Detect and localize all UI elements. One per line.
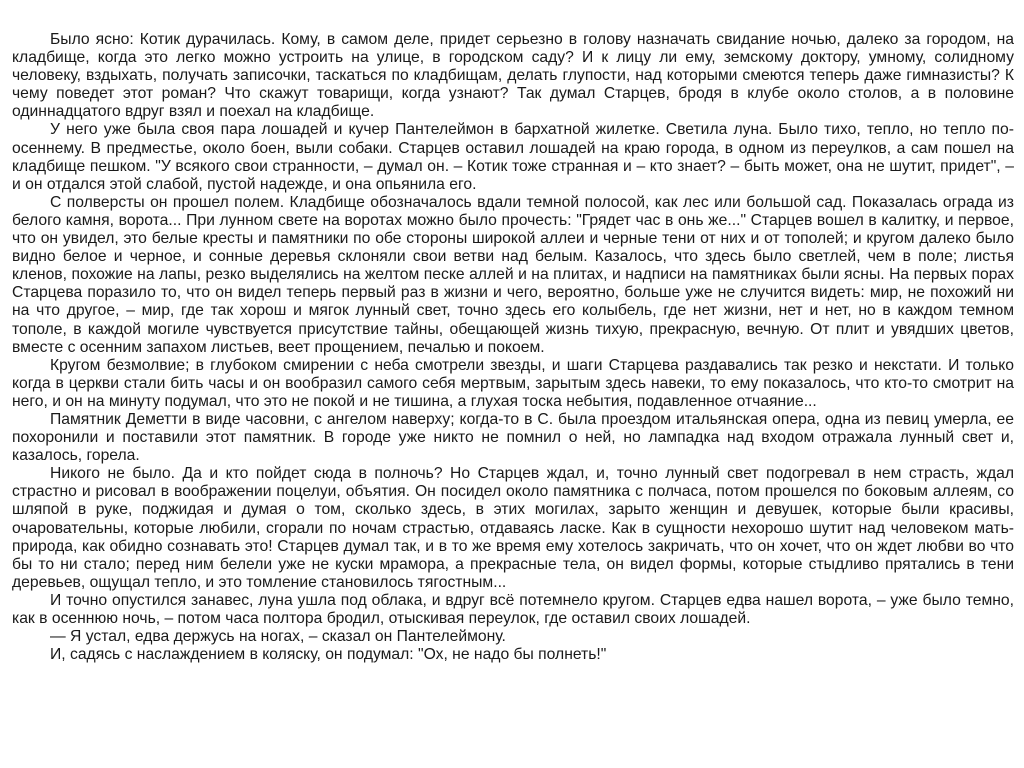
paragraph-2: У него уже была своя пара лошадей и кучер Пантелеймон в бархатной жилетке. Светила луна. Было тихо, тепло, но тепло по-осеннему. В предместье, около боен, выли собаки. Старцев оставил лошадей на краю города, в одном из переулков, а сам пошел на кладбище пешком. "У всякого свои странности, – думал он. – Котик тоже странная и – кто знает? – быть может, она не шутит, придет", – и он отдался этой слабой, пустой надежде, и она опьянила его. — [12, 121, 1014, 193]
paragraph-6: Никого не было. Да и кто пойдет сюда в полночь? Но Старцев ждал, и, точно лунный свет подогревал в нем страсть, ждал страстно и рисовал в воображении поцелуи, объятия. Он посидел около памятника с полчаса, потом прошелся по боковым аллеям, со шляпой в руке, поджидая и думая о том, сколько здесь, в этих могилах, зарыто женщин и девушек, которые были красивы, очаровательны, которые любили, сгорали по ночам страстью, отдаваясь ласке. Как в сущности нехорошо шутит над человеком мать-природа, как обидно сознавать это! Старцев думал так, и в то же время ему хотелось закричать, что он хочет, что он ждет любви во что бы то ни стало; перед ним белели уже не куски мрамора, а прекрасные тела, он видел формы, которые стыдливо прятались в тени деревьев, ощущал тепло, и это томление становилось тягостным... — [12, 465, 1014, 591]
paragraph-7: И точно опустился занавес, луна ушла под облака, и вдруг всё потемнело кругом. Старцев едва нашел ворота, – уже было темно, как в осеннюю ночь, – потом часа полтора бродил, отыскивая переулок, где оставил своих лошадей. — [12, 591, 1014, 627]
paragraph-9: И, садясь с наслаждением в коляску, он подумал: "Ох, не надо бы полнеть!" — [50, 646, 607, 664]
paragraph-8: — Я устал, едва держусь на ногах, – сказал он Пантелеймону. — [50, 628, 506, 646]
paragraph-5: Памятник Деметти в виде часовни, с ангелом наверху; когда-то в С. была проездом итальянская опера, одна из певиц умерла, ее похоронили и поставили этот памятник. В городе уже никто не помнил о ней, но лампадка над входом отражала лунный свет и, казалось, горела. — [12, 410, 1014, 465]
paragraph-3: С полверсты он прошел полем. Кладбище обозначалось вдали темной полосой, как лес или большой сад. Показалась ограда из белого камня, ворота... При лунном свете на воротах можно было прочесть: "Грядет час в онь же..." Старцев вошел в калитку, и первое, что он увидел, это белые кресты и памятники по обе стороны широкой аллеи и черные тени от них и от тополей; и кругом далеко было видно белое и черное, и сонные деревья склоняли свои ветви над белым. Казалось, что здесь было светлей, чем в поле; листья кленов, похожие на лапы, резко выделялись на желтом песке аллей и на плитах, и надписи на памятниках были ясны. На первых порах Старцева поразило то, что он видел теперь первый раз в жизни и чего, вероятно, больше уже не случится видеть: мир, не похожий ни на что другое, – мир, где так хорош и мягок лунный свет, точно здесь его колыбель, где нет жизни, нет и нет, но в каждом темном тополе, в каждой могиле чувствуется присутствие тайны, обещающей жизнь тихую, прекрасную, вечную. От плит и увядших цветов, вместе с осенним запахом листьев, веет прощением, печалью и покоем. — [12, 193, 1014, 356]
paragraph-1: Было ясно: Котик дурачилась. Кому, в самом деле, придет серьезно в голову назначать свидание ночью, далеко за городом, на кладбище, когда это легко можно устроить на улице, в городском саду? И к лицу ли ему, земскому доктору, умному, солидному человеку, вздыхать, получать записочки, таскаться по кладбищам, делать глупости, над которыми смеются теперь даже гимназисты? К чему поведет этот роман? Что скажут товарищи, когда узнают? Так думал Старцев, бродя в клубе около столов, а в половине одиннадцатого вдруг взял и поехал на кладбище. — [12, 31, 1014, 121]
document-text — [12, 31, 1014, 664]
paragraph-4: Кругом безмолвие; в глубоком смирении с неба смотрели звезды, и шаги Старцева раздавались так резко и некстати. И только когда в церкви стали бить часы и он вообразил самого себя мертвым, зарытым здесь навеки, то ему показалось, что кто-то смотрит на него, и он на минуту подумал, что это не покой и не тишина, а глухая тоска небытия, подавленное отчаяние... — [12, 356, 1014, 410]
